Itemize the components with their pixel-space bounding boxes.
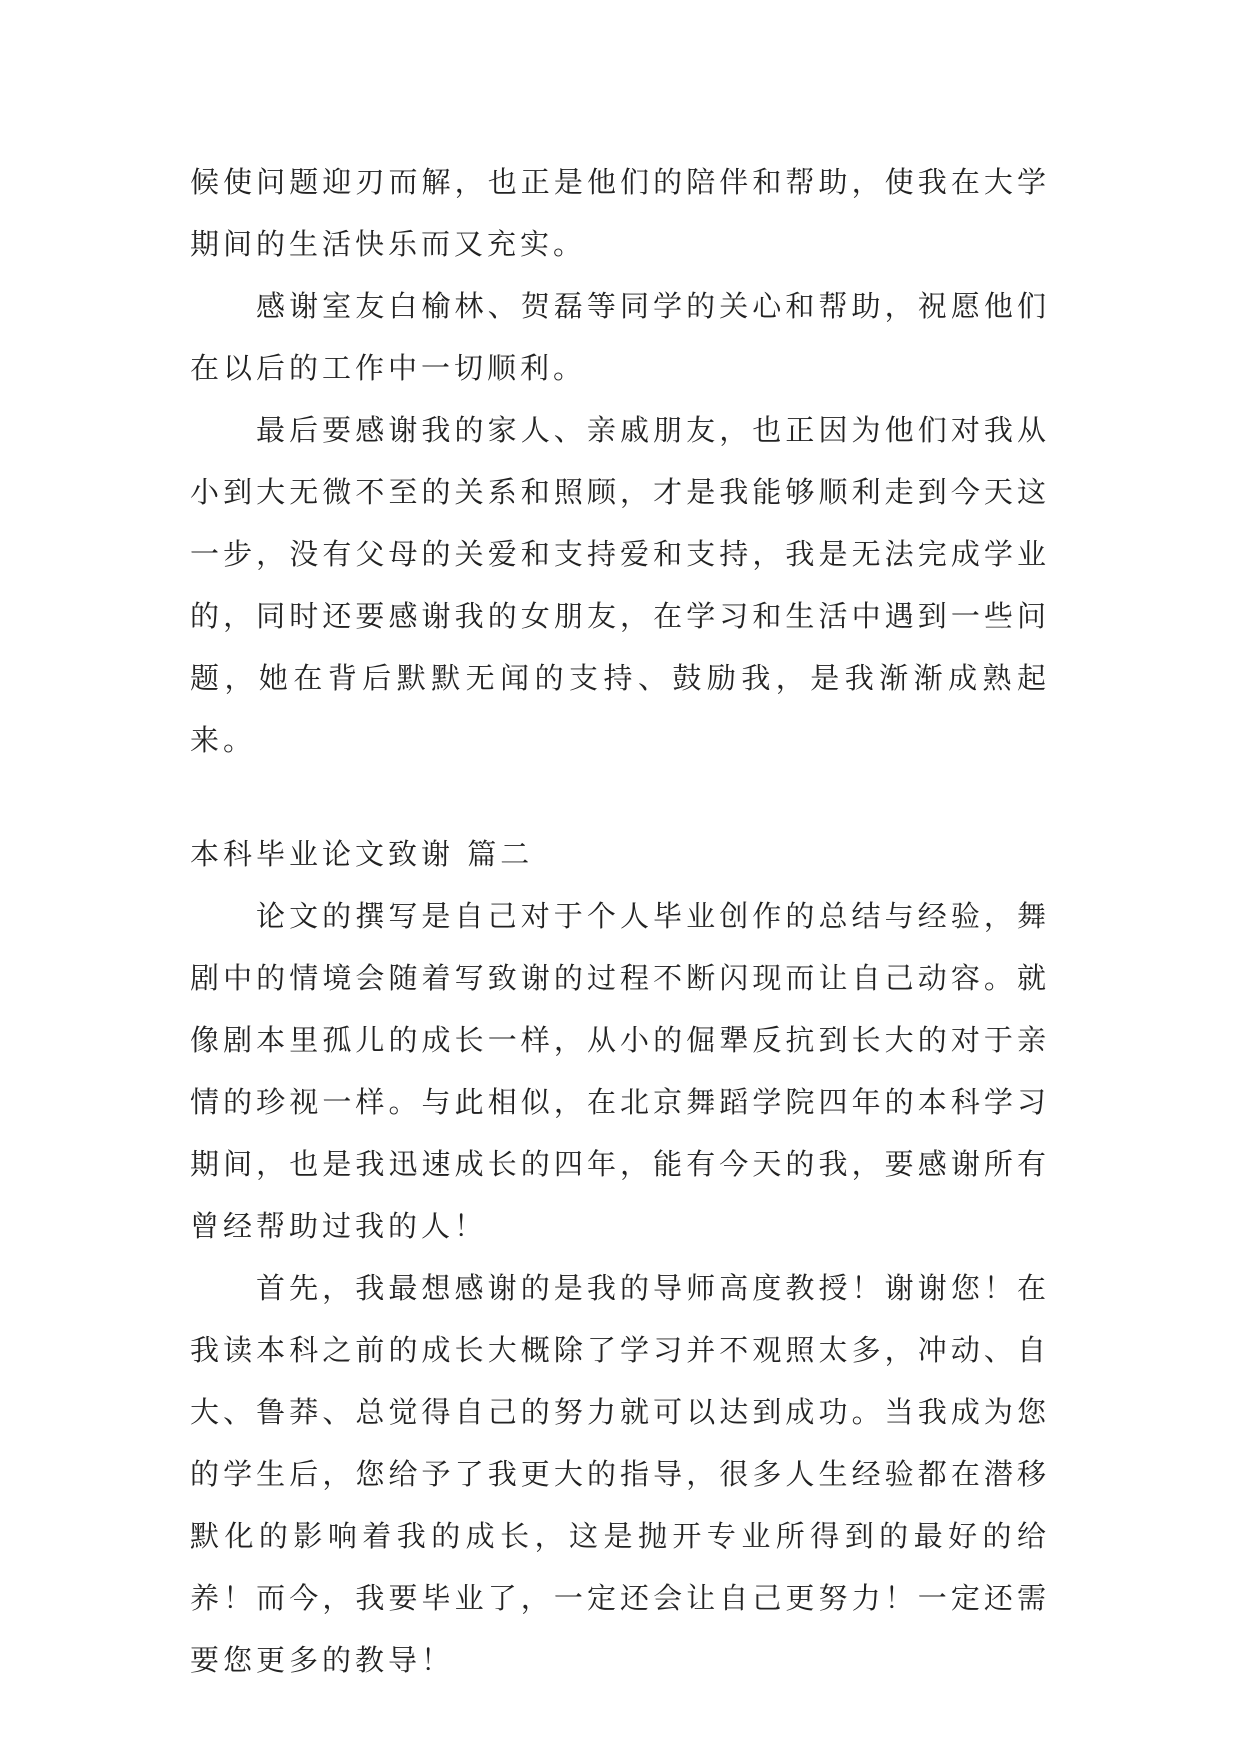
paragraph-3: 最后要感谢我的家人、亲戚朋友，也正因为他们对我从小到大无微不至的关系和照顾，才是我能够顺利走到今天这一步，没有父母的关爱和支持爱和支持，我是无法完成学业的，同时还要感谢我的女朋友，在学习和生活中遇到一些问题，她在背后默默无闻的支持、鼓励我，是我渐渐成熟起来。 [190, 413, 1050, 757]
paragraph-5: 首先，我最想感谢的是我的导师高度教授！谢谢您！在我读本科之前的成长大概除了学习并不观照太多，冲动、自大、鲁莽、总觉得自己的努力就可以达到成功。当我成为您的学生后，您给予了我更大的指导，很多人生经验都在潜移默化的影响着我的成长，这是抛开专业所得到的最好的给养！而今，我要毕业了，一定还会让自己更努力！一定还需要您更多的教导！ [190, 1271, 1050, 1677]
section-heading: 本科毕业论文致谢 篇二 [190, 837, 534, 871]
paragraph-4: 论文的撰写是自己对于个人毕业创作的总结与经验，舞剧中的情境会随着写致谢的过程不断闪现而让自己动容。就像剧本里孤儿的成长一样，从小的倔犟反抗到长大的对于亲情的珍视一样。与此相似，在北京舞蹈学院四年的本科学习期间，也是我迅速成长的四年，能有今天的我，要感谢所有曾经帮助过我的人！ [190, 899, 1050, 1243]
paragraph-2: 感谢室友白榆林、贺磊等同学的关心和帮助，祝愿他们在以后的工作中一切顺利。 [190, 289, 1050, 385]
document-body [190, 151, 1050, 1691]
paragraph-1: 候使问题迎刃而解，也正是他们的陪伴和帮助，使我在大学期间的生活快乐而又充实。 [190, 165, 1050, 261]
